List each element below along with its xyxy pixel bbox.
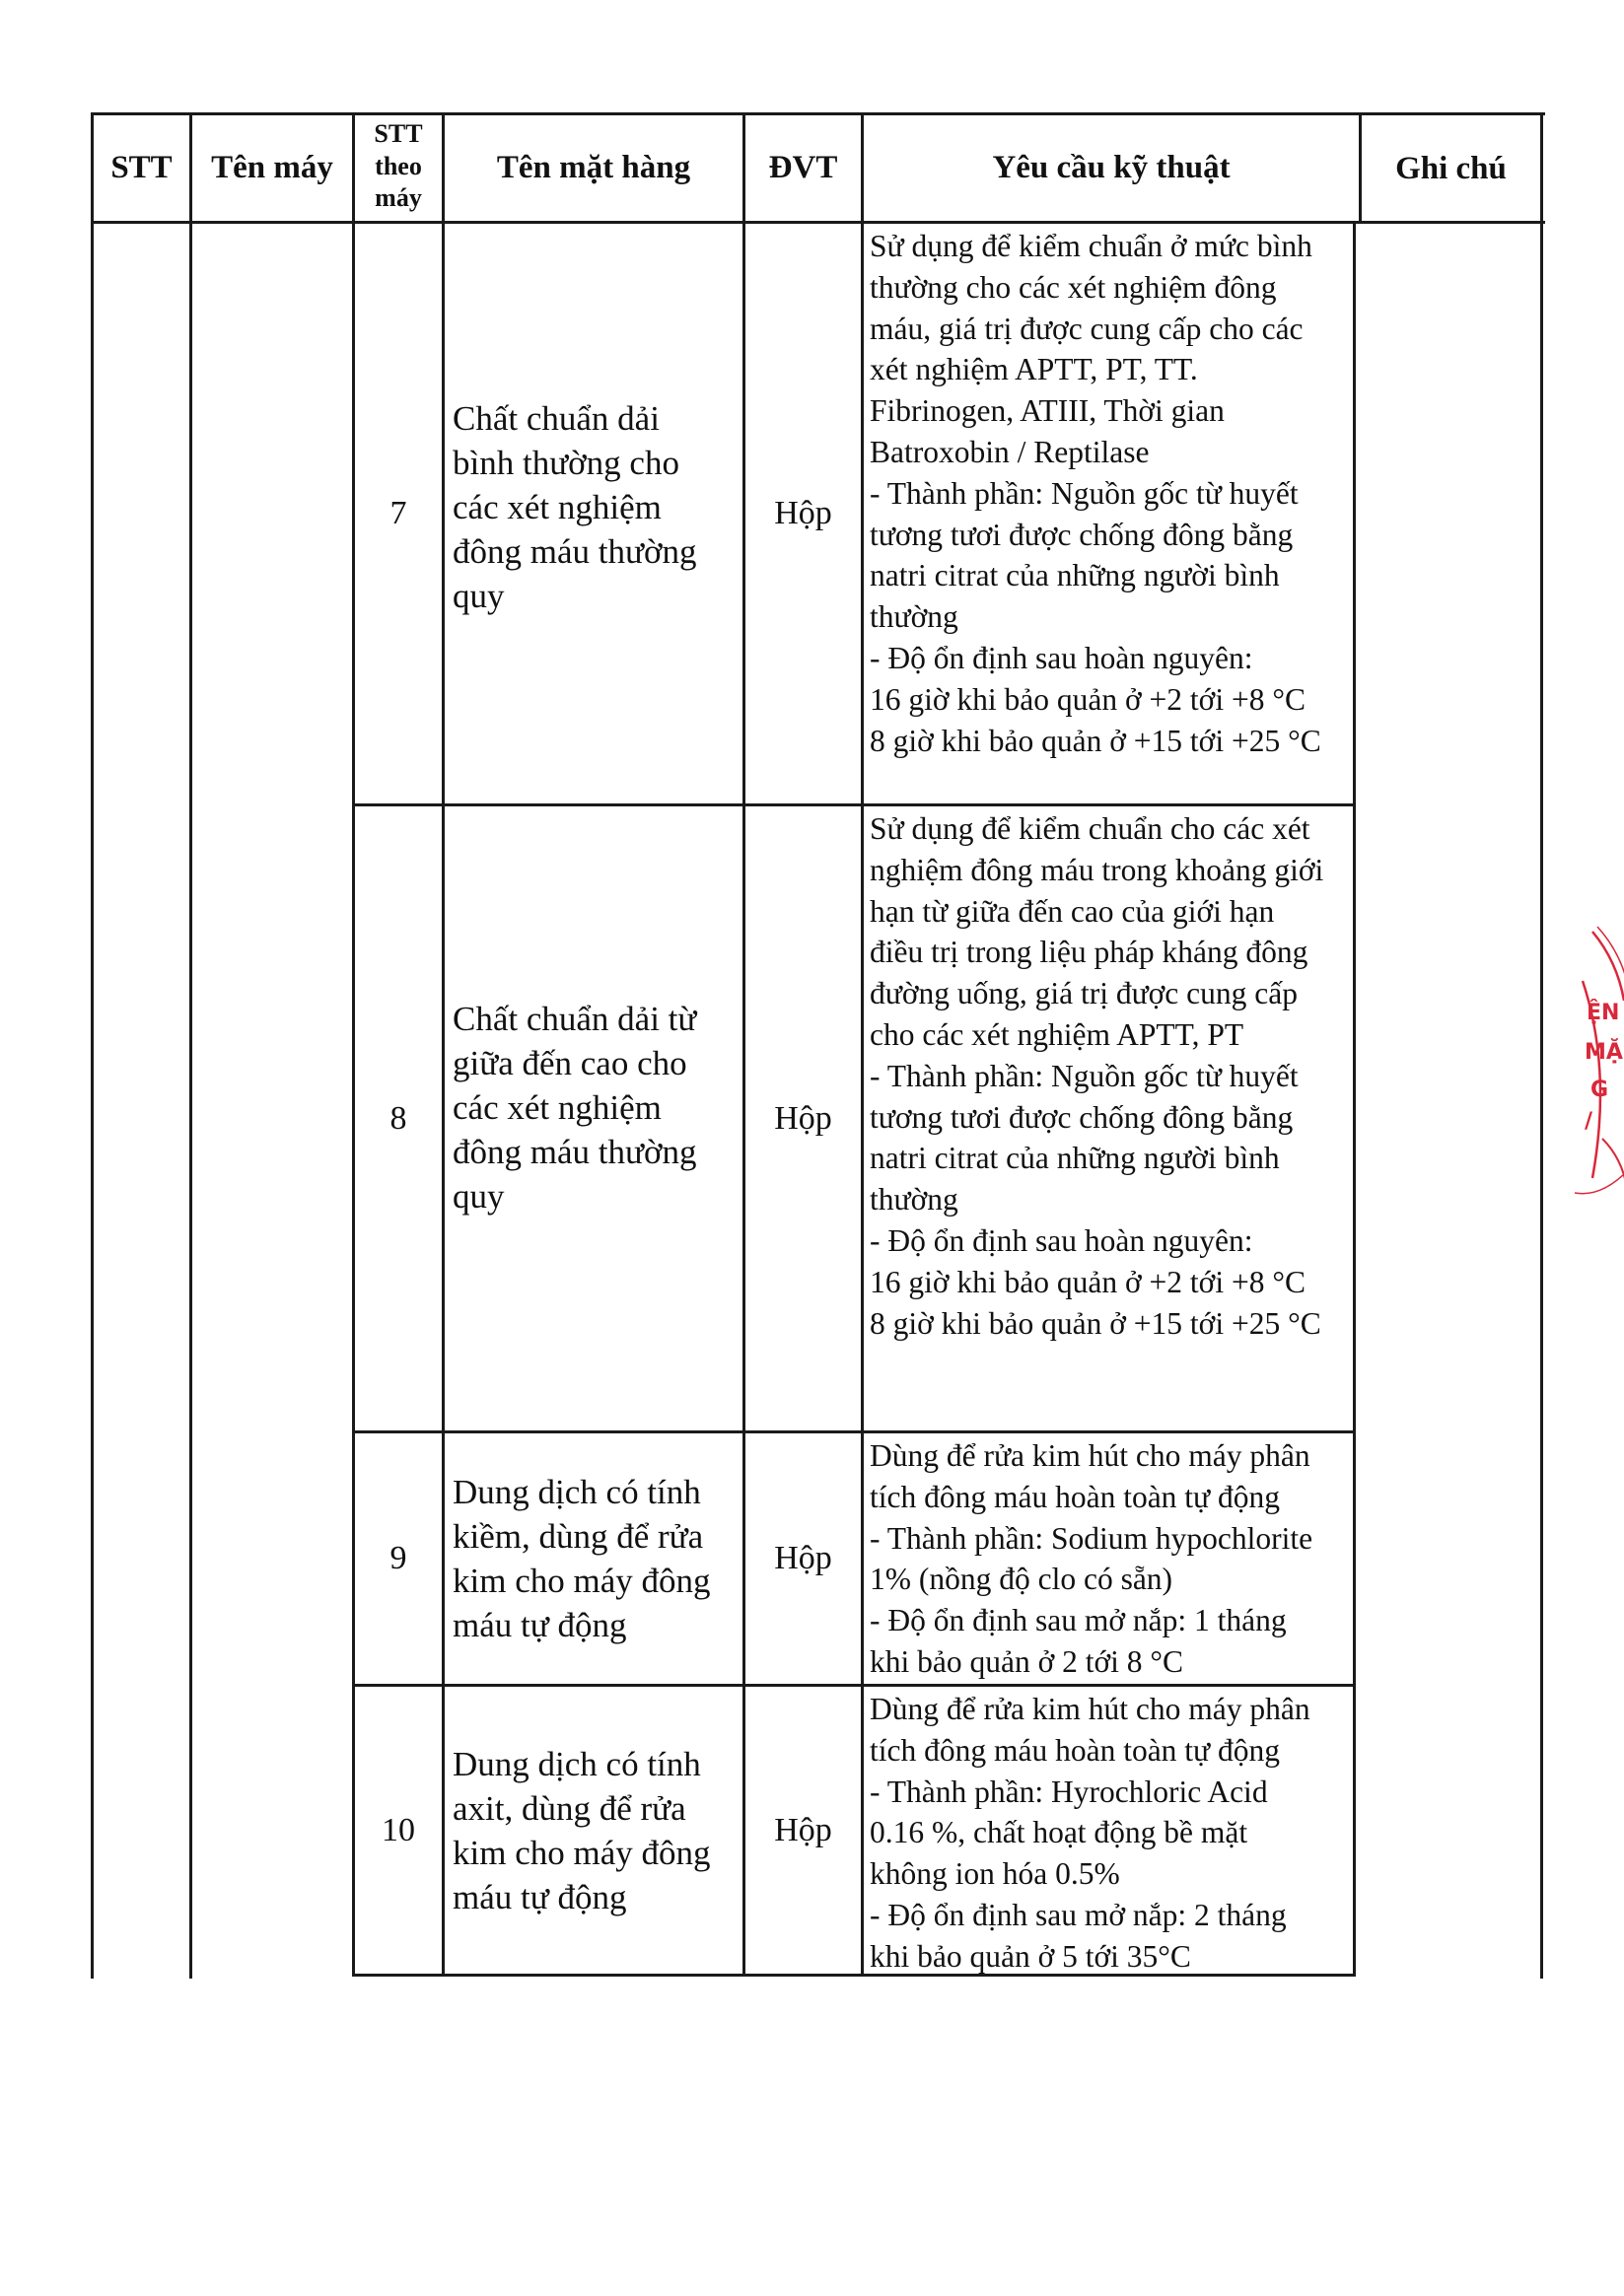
row-9-name-line: máu tự động bbox=[453, 1606, 627, 1644]
row-7-spec bbox=[864, 224, 1353, 803]
row-9-name-line: Dung dịch có tính bbox=[453, 1473, 701, 1511]
header-stt bbox=[94, 115, 189, 221]
header-dvt-label: ĐVT bbox=[768, 149, 838, 185]
header-stt-theo-may-line2: theo bbox=[375, 151, 422, 180]
row-9-name-line: kiềm, dùng để rửa bbox=[453, 1517, 704, 1556]
row-8-item-name bbox=[445, 806, 742, 1430]
row-10-stt-theo-may bbox=[355, 1687, 442, 1974]
border-stt-tenmay bbox=[189, 112, 192, 1979]
row-7-spec-line: natri citrat của những người bình bbox=[870, 558, 1280, 593]
row-7-stt-theo-may bbox=[355, 224, 442, 803]
row-10-unit-label: Hộp bbox=[774, 1811, 832, 1848]
row-10-unit bbox=[745, 1687, 861, 1974]
stamp-text-4: / bbox=[1585, 1109, 1593, 1134]
row-9-spec-line: - Thành phần: Sodium hypochlorite bbox=[870, 1520, 1313, 1556]
row-8-spec-line: 8 giờ khi bảo quản ở +15 tới +25 °C bbox=[870, 1305, 1321, 1341]
row-8-name-line: Chất chuẩn dải từ bbox=[453, 1000, 697, 1038]
row-8-spec-line: Sử dụng để kiểm chuẩn cho các xét bbox=[870, 811, 1310, 846]
row-10-item-name bbox=[445, 1687, 742, 1974]
row-10-spec bbox=[864, 1687, 1353, 1974]
row-8-name-line: quy bbox=[453, 1177, 505, 1216]
header-stt-label: STT bbox=[110, 149, 173, 185]
row-7-unit bbox=[745, 224, 861, 803]
row-8-name-line: giữa đến cao cho bbox=[453, 1044, 687, 1082]
header-stt-theo-may-line3: máy bbox=[375, 183, 422, 213]
row-10-spec-line: Dùng để rửa kim hút cho máy phân bbox=[870, 1692, 1310, 1726]
row-8-name-line: các xét nghiệm bbox=[453, 1088, 662, 1127]
row-8-unit-label: Hộp bbox=[774, 1099, 832, 1137]
row-10-number: 10 bbox=[382, 1811, 415, 1848]
row-9-name-line: kim cho máy đông bbox=[453, 1562, 711, 1600]
row-8-spec-line: điều trị trong liệu pháp kháng đông bbox=[870, 935, 1308, 970]
row-8-spec-line: - Độ ổn định sau hoàn nguyên: bbox=[870, 1222, 1253, 1258]
row-8-stt-theo-may bbox=[355, 806, 442, 1430]
row-7-spec-line: Batroxobin / Reptilase bbox=[870, 434, 1150, 469]
row-7-spec-line: máu, giá trị được cung cấp cho các bbox=[870, 311, 1304, 346]
row-7-name-line: Chất chuẩn dải bbox=[453, 398, 660, 438]
row-8-number: 8 bbox=[389, 1099, 407, 1137]
header-dvt bbox=[745, 115, 861, 221]
header-ten-may bbox=[192, 115, 352, 221]
row-10-name-line: Dung dịch có tính bbox=[453, 1744, 701, 1783]
row-9-spec-line: khi bảo quản ở 2 tới 8 °C bbox=[870, 1643, 1184, 1679]
stamp-text-3: G bbox=[1590, 1078, 1609, 1102]
row-8-spec-line: thường bbox=[870, 1182, 958, 1218]
row-10-spec-line: - Thành phần: Hyrochloric Acid bbox=[870, 1774, 1268, 1809]
row-9-number: 9 bbox=[389, 1540, 407, 1576]
stamp-text-1: ỆN bbox=[1587, 1001, 1620, 1025]
row-9-spec-line: 1% (nồng độ clo có sẵn) bbox=[870, 1562, 1173, 1597]
header-ghi-chu-label: Ghi chú bbox=[1395, 151, 1507, 187]
row-8-spec-line: nghiệm đông máu trong khoảng giới bbox=[870, 852, 1324, 887]
header-ten-mat-hang-label: Tên mặt hàng bbox=[496, 149, 691, 185]
row-7-spec-line: Fibrinogen, ATIII, Thời gian bbox=[870, 393, 1225, 429]
border-right bbox=[1540, 112, 1543, 1979]
row-9-spec-line: tích đông máu hoàn toàn tự động bbox=[870, 1479, 1281, 1514]
row-10-spec-line: không ion hóa 0.5% bbox=[870, 1856, 1120, 1892]
row-9-spec-line: - Độ ổn định sau mở nắp: 1 tháng bbox=[870, 1603, 1287, 1638]
row-7-spec-line: tương tươi được chống đông bằng bbox=[870, 517, 1294, 552]
row-8-spec-line: - Thành phần: Nguồn gốc từ huyết bbox=[870, 1058, 1299, 1093]
row-8-name-line: đông máu thường bbox=[453, 1133, 697, 1171]
row-9-unit-label: Hộp bbox=[774, 1540, 832, 1576]
row-10-spec-line: - Độ ổn định sau mở nắp: 2 tháng bbox=[870, 1897, 1287, 1932]
row-7-spec-line: - Độ ổn định sau hoàn nguyên: bbox=[870, 640, 1253, 675]
row-9-item-name bbox=[445, 1433, 742, 1684]
row-8-spec-line: natri citrat của những người bình bbox=[870, 1141, 1280, 1176]
row-7-spec-line: - Thành phần: Nguồn gốc từ huyết bbox=[870, 475, 1299, 511]
row-8-spec-line: 16 giờ khi bảo quản ở +2 tới +8 °C bbox=[870, 1264, 1306, 1299]
row-7-name-line: các xét nghiệm bbox=[453, 487, 662, 526]
row-7-spec-line: 8 giờ khi bảo quản ở +15 tới +25 °C bbox=[870, 723, 1321, 758]
row-9-stt-theo-may bbox=[355, 1433, 442, 1684]
row-7-name-line: đông máu thường bbox=[453, 531, 697, 571]
row-8-spec-line: cho các xét nghiệm APTT, PT bbox=[870, 1016, 1244, 1052]
stamp-text-2: MẶ bbox=[1585, 1040, 1623, 1065]
row-7-spec-line: 16 giờ khi bảo quản ở +2 tới +8 °C bbox=[870, 681, 1306, 717]
row-8-spec bbox=[864, 806, 1353, 1430]
row-8-spec-line: tương tươi được chống đông bằng bbox=[870, 1099, 1294, 1135]
row-9-unit bbox=[745, 1433, 861, 1684]
border-spec-right bbox=[1353, 221, 1356, 1976]
header-yeu-cau-ky-thuat bbox=[864, 115, 1359, 221]
red-stamp-fragment bbox=[1573, 922, 1624, 1208]
row-7-unit-label: Hộp bbox=[774, 495, 832, 531]
row-10-spec-line: khi bảo quản ở 5 tới 35°C bbox=[870, 1938, 1191, 1974]
row-9-spec-line: Dùng để rửa kim hút cho máy phân bbox=[870, 1438, 1310, 1473]
row-7-spec-line: thường bbox=[870, 599, 958, 635]
header-stt-theo-may-line1: STT bbox=[374, 119, 423, 149]
header-yeu-cau-label: Yêu cầu kỹ thuật bbox=[992, 149, 1231, 185]
header-stt-theo-may bbox=[355, 112, 442, 221]
row-10-spec-line: 0.16 %, chất hoạt động bề mặt bbox=[870, 1815, 1248, 1850]
row-8-spec-line: hạn từ giữa đến cao của giới hạn bbox=[870, 893, 1275, 929]
border-left bbox=[91, 112, 94, 1979]
row-7-name-line: bình thường cho bbox=[453, 443, 679, 482]
row-8-spec-line: đường uống, giá trị được cung cấp bbox=[870, 976, 1298, 1011]
row-7-number: 7 bbox=[389, 495, 407, 531]
row-10-name-line: axit, dùng để rửa bbox=[453, 1788, 686, 1828]
row-10-spec-line: tích đông máu hoàn toàn tự động bbox=[870, 1732, 1281, 1768]
row-7-spec-line: Sử dụng để kiểm chuẩn ở mức bình bbox=[870, 229, 1312, 263]
header-ghi-chu bbox=[1362, 115, 1540, 224]
row-9-spec bbox=[864, 1433, 1353, 1684]
row-7-item-name bbox=[445, 224, 742, 803]
row-10-name-line: máu tự động bbox=[453, 1877, 627, 1916]
row-10-name-line: kim cho máy đông bbox=[453, 1833, 711, 1872]
row-8-unit bbox=[745, 806, 861, 1430]
row-7-spec-line: thường cho các xét nghiệm đông bbox=[870, 269, 1277, 305]
header-ten-mat-hang bbox=[445, 115, 742, 221]
header-ten-may-label: Tên máy bbox=[211, 149, 333, 185]
row-7-name-line: quy bbox=[453, 576, 505, 615]
row-7-spec-line: xét nghiệm APTT, PT, TT. bbox=[870, 352, 1198, 387]
